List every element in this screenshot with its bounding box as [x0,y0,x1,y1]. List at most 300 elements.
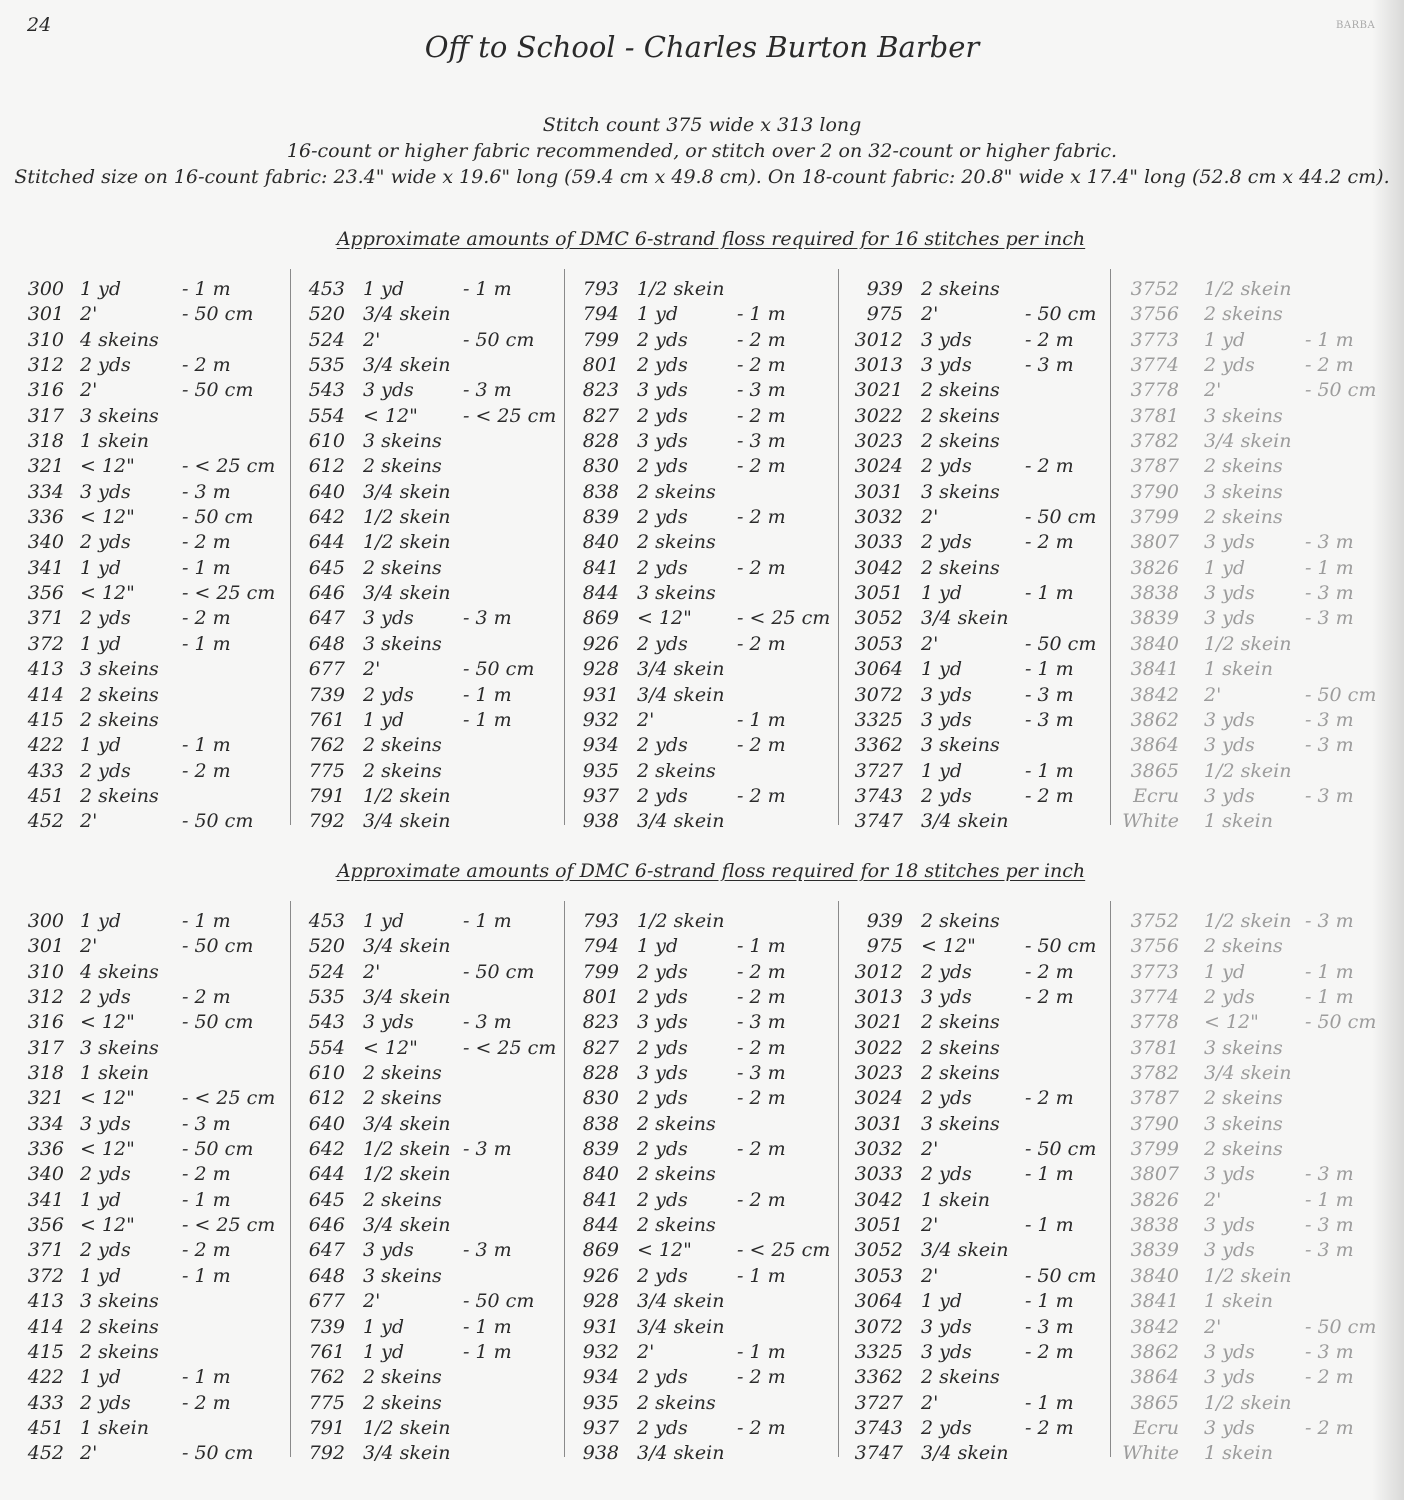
floss-metric: - 2 m [737,1036,786,1059]
floss-row [849,581,1107,606]
floss-metric: - 2 m [1025,1087,1074,1110]
floss-row [301,759,559,784]
floss-number: 3807 [1130,1163,1179,1186]
floss-row [22,809,290,834]
floss-amount: 2 yds [1204,354,1255,377]
floss-number: 739 [308,1315,345,1338]
floss-number: 300 [27,910,64,932]
floss-amount: 3 yds [637,379,688,402]
floss-row [1121,1441,1379,1466]
floss-amount: 3 yds [1204,1366,1255,1389]
floss-row [575,404,833,429]
floss-number: 3013 [854,986,903,1009]
floss-amount: 1 yd [1204,328,1246,351]
floss-amount: < 12" [363,404,418,427]
floss-amount: 1 skein [921,1188,990,1211]
floss-amount: 1 yd [80,734,122,757]
floss-number: 3032 [854,1138,903,1161]
floss-column [1110,269,1379,833]
floss-amount: 2 skeins [363,1087,442,1110]
floss-metric: - 3 m [463,1239,512,1262]
floss-row [575,556,833,581]
floss-number: 610 [308,1062,345,1085]
floss-amount: 2 yds [637,986,688,1009]
floss-row [22,1289,290,1314]
floss-number: 3807 [1130,531,1179,554]
floss-amount: 3 yds [1204,1340,1255,1363]
floss-amount: 2 skeins [363,1188,442,1211]
floss-column [290,269,559,833]
floss-metric: - 1 m [1305,556,1354,579]
floss-metric: - 2 m [737,1087,786,1110]
floss-metric: - 50 cm [182,1442,254,1465]
floss-number: 453 [308,910,345,932]
floss-metric: - 1 m [182,1188,231,1211]
floss-row [22,909,290,934]
floss-amount: 1 skein [1204,810,1273,833]
floss-number: 934 [582,734,619,757]
floss-row [1121,1213,1379,1238]
floss-row [22,1315,290,1340]
floss-metric: - 3 m [1305,1340,1354,1363]
floss-metric: - 50 cm [182,303,254,326]
floss-amount: 3 yds [80,480,131,503]
floss-row [1121,1365,1379,1390]
floss-row [301,404,559,429]
floss-number: 3864 [1130,1366,1179,1389]
floss-number: 844 [582,582,619,605]
floss-amount: 2' [1204,1315,1222,1338]
floss-row [1121,404,1379,429]
floss-row [1121,302,1379,327]
stitch-info [0,112,1404,190]
floss-amount: 3 yds [921,683,972,706]
floss-number: 3862 [1130,708,1179,731]
floss-amount: 2 yds [637,328,688,351]
floss-number: 554 [308,1036,345,1059]
floss-amount: 2 skeins [1204,455,1283,478]
floss-number: 371 [27,607,64,630]
floss-amount: 2' [363,658,381,681]
floss-row [22,302,290,327]
floss-number: 3840 [1130,1264,1179,1287]
floss-amount: 2 skeins [921,404,1000,427]
floss-metric: - 1 m [463,1315,512,1338]
floss-number: 3838 [1130,582,1179,605]
floss-metric: - < 25 cm [182,1087,276,1110]
floss-row [1121,1036,1379,1061]
floss-number: 554 [308,404,345,427]
floss-amount: 3/4 skein [637,1290,725,1313]
floss-number: 3064 [854,1290,903,1313]
floss-number: 3841 [1130,1290,1179,1313]
floss-metric: - 3 m [1305,734,1354,757]
floss-metric: - 2 m [182,759,231,782]
floss-amount: 3 skeins [363,632,442,655]
floss-row [849,556,1107,581]
floss-amount: 3/4 skein [363,1112,451,1135]
floss-amount: 2 skeins [80,784,159,807]
floss-row [575,480,833,505]
floss-amount: < 12" [80,455,135,478]
floss-row [575,1340,833,1365]
floss-metric: - 2 m [737,1366,786,1389]
floss-row [301,530,559,555]
floss-amount: 1 yd [637,935,679,958]
floss-number: 524 [308,328,345,351]
floss-amount: 3 skeins [1204,480,1283,503]
floss-row [575,657,833,682]
floss-number: 739 [308,683,345,706]
floss-metric: - 1 m [1025,658,1074,681]
floss-amount: 2' [637,708,655,731]
floss-number: 3031 [854,1112,903,1135]
floss-amount: 2' [1204,1188,1222,1211]
floss-amount: 2 skeins [921,1366,1000,1389]
floss-amount: 3/4 skein [363,1214,451,1237]
floss-metric: - 50 cm [182,1138,254,1161]
floss-metric: - 2 m [737,734,786,757]
floss-amount: 2' [363,328,381,351]
floss-amount: 3 skeins [363,430,442,453]
floss-row [1121,480,1379,505]
floss-row [301,1036,559,1061]
floss-number: 336 [27,506,64,529]
floss-row [575,1238,833,1263]
floss-number: 321 [27,1087,64,1110]
floss-row [301,454,559,479]
floss-row [301,353,559,378]
floss-number: 3743 [854,784,903,807]
floss-number: 3743 [854,1416,903,1439]
floss-metric: - 50 cm [463,328,535,351]
floss-row [849,1010,1107,1035]
floss-column [564,901,833,1465]
floss-amount: 2 skeins [637,1163,716,1186]
floss-number: 300 [27,278,64,300]
floss-number: 433 [27,1391,64,1414]
floss-row [22,1264,290,1289]
floss-amount: 3/4 skein [637,1442,725,1465]
floss-amount: 3 skeins [1204,1036,1283,1059]
page-title: Off to School - Charles Burton Barber [424,30,980,64]
floss-number: 828 [582,1062,619,1085]
floss-row [22,530,290,555]
floss-number: 841 [582,1188,619,1211]
floss-row [575,1441,833,1466]
floss-amount: 2 yds [637,354,688,377]
floss-number: 3842 [1130,1315,1179,1338]
floss-amount: 1/2 skein [363,1163,451,1186]
floss-metric: - 2 m [737,1138,786,1161]
floss-number: 928 [582,658,619,681]
floss-amount: 1 yd [1204,556,1246,579]
floss-row [301,784,559,809]
floss-amount: 2 yds [1204,986,1255,1009]
floss-row [301,581,559,606]
floss-row [1121,378,1379,403]
floss-number: 317 [27,404,64,427]
floss-row [1121,328,1379,353]
floss-row [1121,657,1379,682]
floss-number: 334 [27,1112,64,1135]
floss-number: 938 [582,810,619,833]
floss-row [22,733,290,758]
floss-row [301,1188,559,1213]
floss-row [22,960,290,985]
floss-number: 3756 [1130,303,1179,326]
floss-row [1121,454,1379,479]
floss-number: 799 [582,960,619,983]
floss-metric: - 3 m [737,1011,786,1034]
floss-amount: 2' [80,810,98,833]
floss-amount: 2 skeins [921,1062,1000,1085]
floss-number: 644 [308,531,345,554]
floss-amount: 1/2 skein [363,531,451,554]
floss-row [22,1112,290,1137]
floss-number: 3790 [1130,1112,1179,1135]
floss-amount: 2 skeins [921,910,1000,932]
floss-amount: < 12" [1204,1011,1259,1034]
floss-row [22,1365,290,1390]
floss-number: 3042 [854,556,903,579]
floss-row [849,606,1107,631]
floss-amount: 1/2 skein [363,784,451,807]
floss-number: 932 [582,708,619,731]
floss-metric: - 3 m [1305,910,1354,932]
floss-amount: 2 yds [921,455,972,478]
floss-number: 937 [582,1416,619,1439]
floss-number: 844 [582,1214,619,1237]
floss-amount: 2 skeins [80,708,159,731]
floss-row [301,302,559,327]
floss-number: 762 [308,1366,345,1389]
floss-metric: - 3 m [1025,1315,1074,1338]
floss-row [22,556,290,581]
floss-row [575,909,833,934]
floss-row [1121,909,1379,934]
floss-row [575,985,833,1010]
floss-amount: 3 skeins [921,1112,1000,1135]
floss-amount: 3 yds [1204,734,1255,757]
floss-row [1121,1061,1379,1086]
floss-row [849,277,1107,302]
floss-row [22,1010,290,1035]
floss-amount: 2 skeins [1204,303,1283,326]
floss-amount: 3/4 skein [363,1442,451,1465]
floss-number: 640 [308,1112,345,1135]
floss-number: 3022 [854,1036,903,1059]
floss-metric: - 2 m [1025,328,1074,351]
floss-amount: 2 yds [80,1239,131,1262]
floss-amount: 2' [80,379,98,402]
floss-amount: 4 skeins [80,960,159,983]
floss-number: 3773 [1130,960,1179,983]
floss-metric: - 1 m [182,556,231,579]
floss-row [301,708,559,733]
floss-amount: 1 yd [363,1340,405,1363]
floss-metric: - 2 m [737,354,786,377]
floss-row [1121,1315,1379,1340]
floss-row [849,1365,1107,1390]
floss-number: 3787 [1130,455,1179,478]
floss-amount: 1/2 skein [637,278,725,300]
floss-number: 3865 [1130,1391,1179,1414]
floss-amount: 1 yd [80,1188,122,1211]
floss-amount: 2 yds [921,1163,972,1186]
floss-number: 3781 [1130,404,1179,427]
floss-number: 3790 [1130,480,1179,503]
floss-metric: - 1 m [1305,960,1354,983]
floss-number: 645 [308,1188,345,1211]
floss-amount: 2 yds [921,960,972,983]
floss-row [301,1416,559,1441]
floss-metric: - 1 m [182,1366,231,1389]
floss-amount: 3 yds [637,1011,688,1034]
floss-metric: - 3 m [182,1112,231,1135]
floss-metric: - 1 m [737,935,786,958]
floss-number: 3778 [1130,379,1179,402]
floss-number: 646 [308,582,345,605]
floss-metric: - 3 m [463,1138,512,1161]
floss-amount: 2 yds [80,1391,131,1414]
floss-number: 356 [27,582,64,605]
floss-number: 3362 [854,1366,903,1389]
floss-amount: 3 yds [921,708,972,731]
floss-row [575,1086,833,1111]
page-number: 24 [27,14,52,36]
floss-number: 3064 [854,658,903,681]
floss-row [575,733,833,758]
floss-row [22,1137,290,1162]
floss-amount: 3/4 skein [1204,1062,1292,1085]
floss-amount: 1 yd [637,303,679,326]
floss-amount: 3 skeins [80,658,159,681]
floss-metric: - 50 cm [1025,303,1097,326]
floss-row [1121,733,1379,758]
floss-amount: 2' [921,632,939,655]
floss-row [301,1213,559,1238]
floss-amount: 3 yds [363,607,414,630]
floss-metric: - 1 m [463,910,512,932]
floss-metric: - 50 cm [1305,1315,1377,1338]
floss-row [849,632,1107,657]
floss-number: 3862 [1130,1340,1179,1363]
floss-number: 612 [308,1087,345,1110]
floss-metric: - 1 m [737,1340,786,1363]
floss-number: 535 [308,354,345,377]
floss-amount: 3 yds [363,1011,414,1034]
floss-metric: - 50 cm [1025,935,1097,958]
floss-metric: - 3 m [1305,708,1354,731]
floss-row [301,277,559,302]
floss-row [301,1010,559,1035]
floss-amount: 1 yd [921,1290,963,1313]
floss-number: 340 [27,1163,64,1186]
floss-number: 937 [582,784,619,807]
floss-metric: - 1 m [182,278,231,300]
floss-metric: - 1 m [737,1264,786,1287]
floss-amount: 2 skeins [363,1062,442,1085]
floss-amount: 1 skein [80,1062,149,1085]
floss-metric: - 1 m [1025,759,1074,782]
stitch-count: Stitch count 375 wide x 313 long [542,114,862,136]
floss-row [22,1162,290,1187]
floss-amount: 1/2 skein [363,506,451,529]
floss-amount: 1 yd [80,910,122,932]
floss-number: Ecru [1133,1416,1179,1439]
floss-row [1121,1340,1379,1365]
floss-number: 792 [308,810,345,833]
floss-column [290,901,559,1465]
floss-row [301,328,559,353]
floss-number: 310 [27,328,64,351]
floss-row [1121,1137,1379,1162]
floss-metric: - 3 m [463,1011,512,1034]
floss-row [1121,960,1379,985]
floss-row [575,759,833,784]
floss-row [575,530,833,555]
floss-amount: 2 yds [80,531,131,554]
floss-number: 422 [27,1366,64,1389]
floss-row [1121,985,1379,1010]
floss-row [1121,784,1379,809]
fabric-recommendation: 16-count or higher fabric recommended, or stitch over 2 on 32-count or higher fabric. [286,140,1118,162]
floss-row [849,1289,1107,1314]
floss-row [301,480,559,505]
floss-amount: 2 skeins [1204,1138,1283,1161]
floss-amount: 2 skeins [921,379,1000,402]
floss-number: 3012 [854,960,903,983]
floss-number: 334 [27,480,64,503]
floss-number: 926 [582,1264,619,1287]
floss-row [575,1010,833,1035]
floss-row [575,1213,833,1238]
floss-number: 931 [582,683,619,706]
floss-row [1121,606,1379,631]
floss-number: 3839 [1130,607,1179,630]
floss-amount: < 12" [80,1011,135,1034]
floss-metric: - 1 m [1025,1214,1074,1237]
floss-metric: - 2 m [1305,354,1354,377]
floss-number: 3023 [854,1062,903,1085]
floss-row [301,809,559,834]
floss-row [575,708,833,733]
floss-amount: 2 skeins [921,1036,1000,1059]
floss-amount: 2' [921,1214,939,1237]
floss-row [575,934,833,959]
floss-row [849,404,1107,429]
floss-row [1121,632,1379,657]
floss-row [1121,1010,1379,1035]
floss-amount: 2' [80,303,98,326]
floss-number: 840 [582,1163,619,1186]
floss-number: 3051 [854,1214,903,1237]
floss-row [301,934,559,959]
floss-number: 543 [308,1011,345,1034]
floss-row [22,353,290,378]
floss-metric: - 2 m [1025,1340,1074,1363]
floss-row [849,934,1107,959]
floss-number: 341 [27,1188,64,1211]
floss-amount: 2' [921,1391,939,1414]
floss-amount: 1 yd [363,708,405,731]
floss-amount: 1/2 skein [363,1138,451,1161]
floss-number: 3013 [854,354,903,377]
floss-number: 3022 [854,404,903,427]
floss-row [22,1391,290,1416]
floss-number: 3012 [854,328,903,351]
